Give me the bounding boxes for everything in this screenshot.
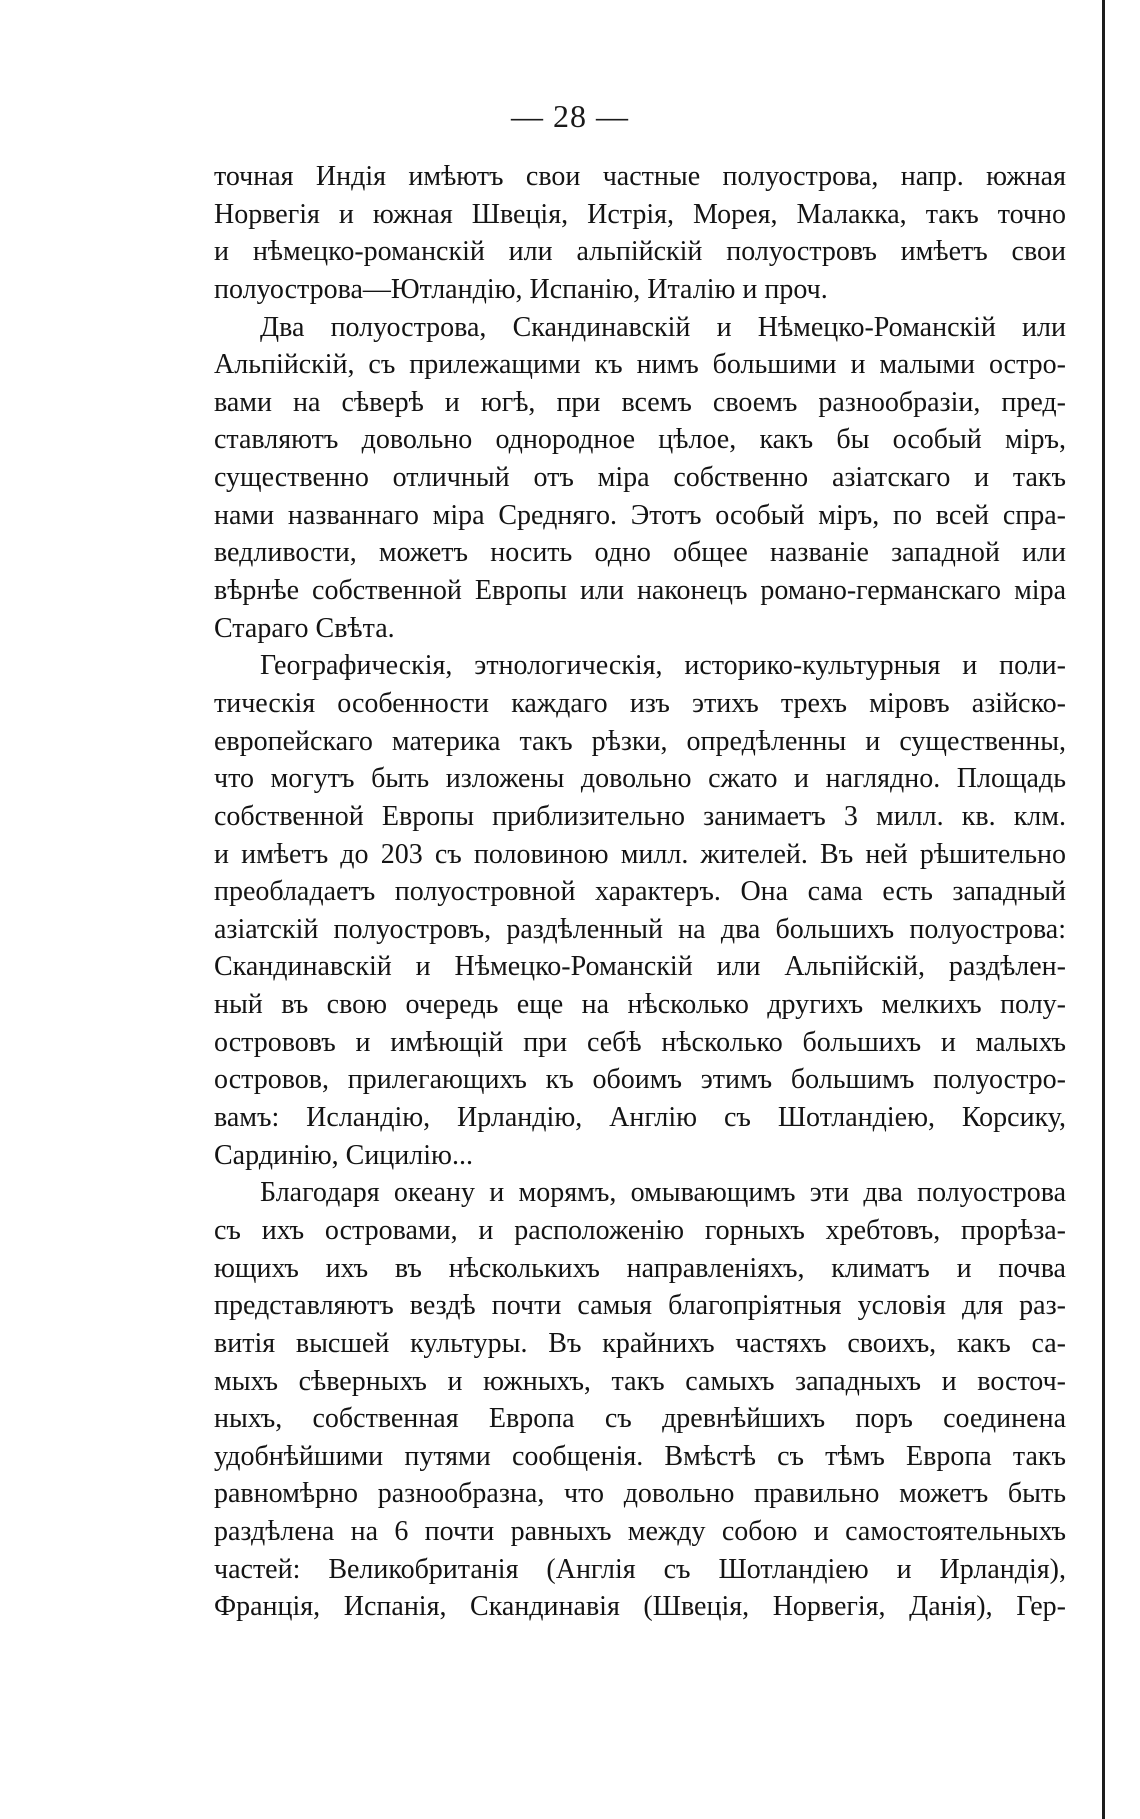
text-line: нами названнаго міра Средняго. Этотъ особый міръ, по всей спра- — [214, 499, 1066, 531]
text-line: Благодаря океану и морямъ, омывающимъ эти два полуострова — [260, 1177, 1066, 1209]
text-line: ставляютъ довольно однородное цѣлое, какъ бы особый міръ, — [214, 424, 1066, 456]
body-text — [214, 158, 1066, 1626]
text-line: существенно отличный отъ міра собственно азіатскаго и такъ — [214, 462, 1066, 494]
text-line: Стараго Свѣта. — [214, 612, 395, 644]
text-line: европейскаго материка такъ рѣзки, опредѣленны и существенны, — [214, 725, 1066, 757]
text-line: Норвегія и южная Швеція, Истрія, Морея, Малакка, такъ точно — [214, 198, 1066, 230]
text-line: и нѣмецко-романскій или альпійскій полуостровъ имѣетъ свои — [214, 236, 1066, 268]
text-line: преобладаетъ полуостровной характеръ. Она сама есть западный — [214, 876, 1066, 908]
text-line: тическія особенности каждаго изъ этихъ трехъ міровъ азійско- — [214, 687, 1066, 719]
text-line: что могутъ быть изложены довольно сжато и наглядно. Площадь — [214, 763, 1066, 795]
text-line: азіатскій полуостровъ, раздѣленный на два большихъ полуострова: — [214, 913, 1066, 945]
text-line: ныхъ, собственная Европа съ древнѣйшихъ поръ соединена — [214, 1403, 1066, 1435]
text-line: Географическія, этнологическія, историко-культурныя и поли- — [260, 650, 1066, 682]
text-line: полуострова—Ютландію, Испанію, Италію и проч. — [214, 273, 828, 305]
text-line: Альпійскій, съ прилежащими къ нимъ большими и малыми остро- — [214, 349, 1066, 381]
text-line: ющихъ ихъ въ нѣсколькихъ направленіяхъ, климатъ и почва — [214, 1252, 1066, 1284]
text-line: частей: Великобританія (Англія съ Шотландіею и Ирландія), — [214, 1553, 1066, 1585]
text-line: и имѣетъ до 203 съ половиною милл. жителей. Въ ней рѣшительно — [214, 838, 1066, 870]
text-line: съ ихъ островами, и расположенію горныхъ хребтовъ, прорѣза- — [214, 1214, 1066, 1246]
text-line: вами на сѣверѣ и югѣ, при всемъ своемъ разнообразіи, пред- — [214, 386, 1066, 418]
text-line: Два полуострова, Скандинавскій и Нѣмецко-Романскій или — [260, 311, 1066, 343]
text-line: вамъ: Исландію, Ирландію, Англію съ Шотландіею, Корсику, — [214, 1102, 1066, 1134]
text-line: Франція, Испанія, Скандинавія (Швеція, Норвегія, Данія), Гер- — [214, 1591, 1066, 1623]
text-line: мыхъ сѣверныхъ и южныхъ, такъ самыхъ западныхъ и восточ- — [214, 1365, 1066, 1397]
page-number: — 28 — — [511, 98, 629, 134]
text-line: собственной Европы приблизительно занимаетъ 3 милл. кв. клм. — [214, 800, 1066, 832]
text-line: острововъ и имѣющій при себѣ нѣсколько большихъ и малыхъ — [214, 1026, 1066, 1058]
text-line: удобнѣйшими путями сообщенія. Вмѣстѣ съ тѣмъ Европа такъ — [214, 1440, 1066, 1472]
text-line: Скандинавскій и Нѣмецко-Романскій или Альпійскій, раздѣлен- — [214, 951, 1066, 983]
scan-edge-line — [1102, 0, 1105, 1819]
text-line: точная Индія имѣютъ свои частные полуострова, напр. южная — [214, 161, 1066, 192]
text-line: Сардинію, Сицилію... — [214, 1139, 473, 1171]
text-line: ный въ свою очередь еще на нѣсколько другихъ мелкихъ полу- — [214, 989, 1066, 1021]
text-line: ведливости, можетъ носить одно общее названіе западной или — [214, 537, 1066, 569]
text-line: островов, прилегающихъ къ обоимъ этимъ большимъ полуостро- — [214, 1064, 1066, 1096]
text-line: витія высшей культуры. Въ крайнихъ частяхъ своихъ, какъ са- — [214, 1327, 1066, 1359]
text-line: раздѣлена на 6 почти равныхъ между собою и самостоятельныхъ — [214, 1516, 1066, 1548]
text-line: вѣрнѣе собственной Европы или наконецъ романо-германскаго міра — [214, 575, 1066, 607]
text-line: равномѣрно разнообразна, что довольно правильно можетъ быть — [214, 1478, 1066, 1510]
text-line: представляютъ вездѣ почти самыя благопріятныя условія для раз- — [214, 1290, 1066, 1322]
